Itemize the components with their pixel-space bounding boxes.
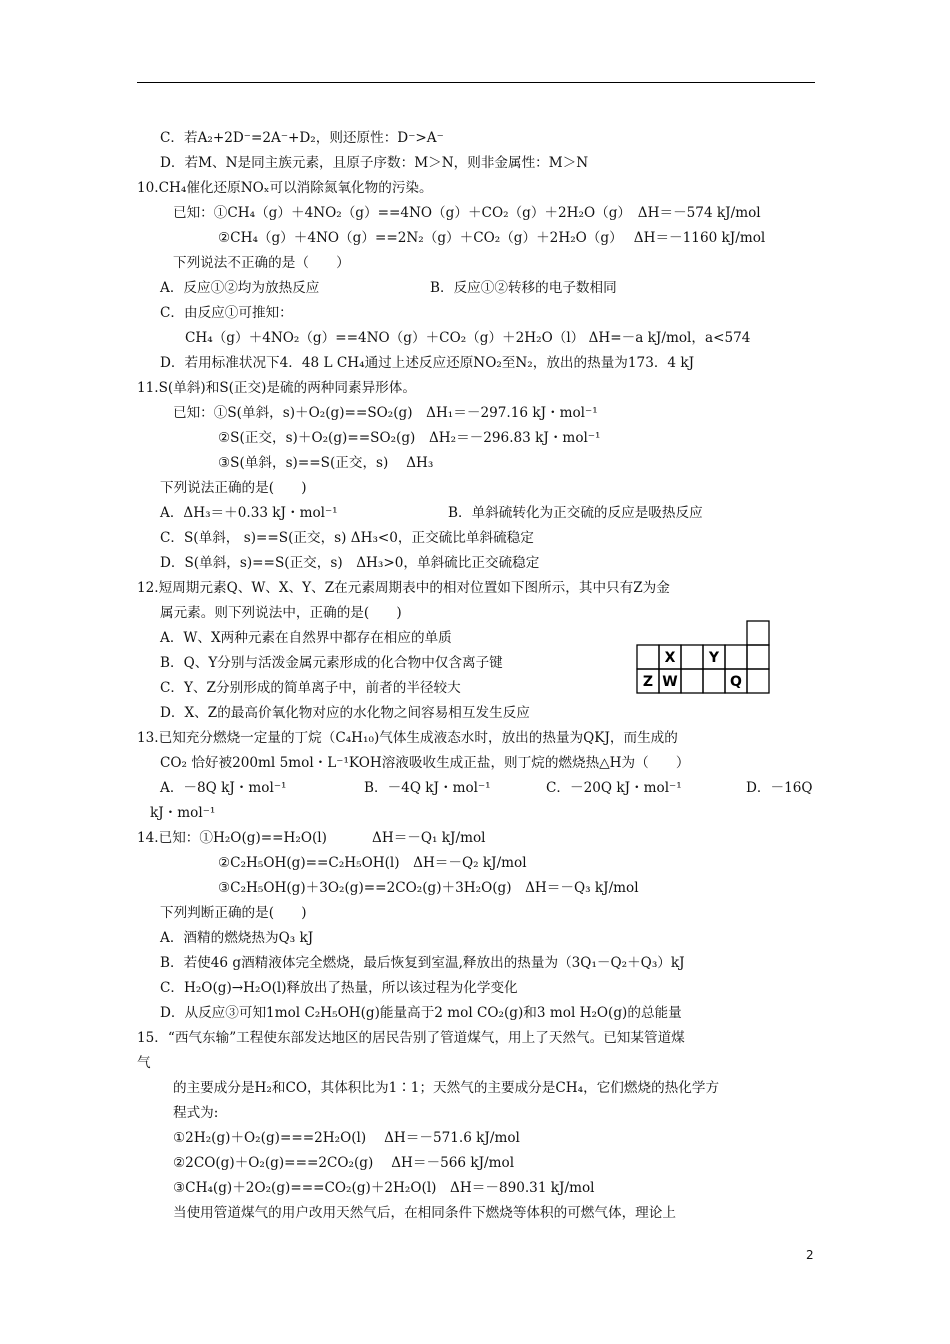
option-b: B．单斜硫转化为正交硫的反应是吸热反应 [448, 505, 703, 521]
question-13: 13.已知充分燃烧一定量的丁烷（C₄H₁₀)气体生成液态水时，放出的热量为QKJ，而生成的 [137, 730, 678, 746]
option-c: C．由反应①可推知： [160, 305, 293, 321]
text-line: 已知：①CH₄（g）＋4NO₂（g）==4NO（g）＋CO₂（g）＋2H₂O（g） ΔH＝－574 kJ/mol [173, 205, 761, 221]
option-a: A．ΔH₃＝＋0.33 kJ・mol⁻¹ [160, 505, 338, 521]
text-line: kJ・mol⁻¹ [150, 805, 216, 821]
text-line: ②2CO(g)＋O₂(g)===2CO₂(g) ΔH＝－566 kJ/mol [173, 1155, 515, 1171]
grid-cell-y: Y [708, 650, 720, 666]
question-12: 12.短周期元素Q、W、X、Y、Z在元素周期表中的相对位置如下图所示，其中只有Z为金 [137, 580, 670, 596]
text-line: 下列判断正确的是( ) [160, 905, 307, 921]
question-14: 14.已知：①H₂O(g)==H₂O(l) ΔH＝－Q₁ kJ/mol [137, 830, 486, 846]
question-10: 10.CH₄催化还原NOₓ可以消除氮氧化物的污染。 [137, 180, 433, 196]
text-line: ②C₂H₅OH(g)==C₂H₅OH(l) ΔH＝－Q₂ kJ/mol [218, 855, 527, 871]
option-d: D．从反应③可知1mol C₂H₅OH(g)能量高于2 mol CO₂(g)和3 mol H₂O(g)的总能量 [160, 1005, 682, 1021]
question-11: 11.S(单斜)和S(正交)是硫的两种同素异形体。 [137, 380, 416, 396]
text-line: 当使用管道煤气的用户改用天然气后，在相同条件下燃烧等体积的可燃气体，理论上 [173, 1205, 676, 1221]
option-b: B．Q、Y分别与活泼金属元素形成的化合物中仅含离子键 [160, 655, 503, 671]
text-line: ②CH₄（g）＋4NO（g）==2N₂（g）＋CO₂（g）＋2H₂O（g） ΔH＝－1160 kJ/mol [218, 230, 766, 246]
option-d: D．－16Q [746, 780, 813, 796]
text-line: ③S(单斜，s)==S(正交，s) ΔH₃ [218, 455, 434, 471]
text-line: 已知：①S(单斜，s)＋O₂(g)==SO₂(g) ΔH₁＝－297.16 kJ・mol⁻¹ [173, 405, 598, 421]
header-rule [137, 82, 815, 83]
option-d: D．X、Z的最高价氧化物对应的水化物之间容易相互发生反应 [160, 705, 530, 721]
periodic-table-figure [636, 620, 772, 698]
page-number: 2 [806, 1248, 814, 1262]
text-line: ③C₂H₅OH(g)＋3O₂(g)==2CO₂(g)＋3H₂O(g) ΔH＝－Q₃ kJ/mol [218, 880, 639, 896]
option-a: A．酒精的燃烧热为Q₃ kJ [160, 930, 314, 946]
option-c: C．Y、Z分别形成的简单离子中，前者的半径较大 [160, 680, 461, 696]
text-line: 下列说法正确的是( ) [160, 480, 307, 496]
text-line: C．若A₂+2D⁻=2A⁻+D₂，则还原性：D⁻>A⁻ [160, 130, 444, 146]
text-line: ②S(正交，s)＋O₂(g)==SO₂(g) ΔH₂＝－296.83 kJ・mol⁻¹ [218, 430, 601, 446]
option-a: A．－8Q kJ・mol⁻¹ [160, 780, 287, 796]
text-line: 气 [137, 1055, 151, 1071]
grid-cell-x: X [664, 650, 676, 666]
option-b: B．反应①②转移的电子数相同 [430, 280, 617, 296]
option-c: C．－20Q kJ・mol⁻¹ [546, 780, 682, 796]
text-line: 的主要成分是H₂和CO，其体积比为1∶1；天然气的主要成分是CH₄，它们燃烧的热化学方 [173, 1080, 720, 1096]
option-d: D．若用标准状况下4．48 L CH₄通过上述反应还原NO₂至N₂，放出的热量为173．4 kJ [160, 355, 695, 371]
question-15: 15．“西气东输”工程使东部发达地区的居民告别了管道煤气，用上了天然气。已知某管道煤 [137, 1030, 685, 1046]
option-b: B．－4Q kJ・mol⁻¹ [364, 780, 491, 796]
option-c: C．S(单斜， s)==S(正交，s) ΔH₃<0，正交硫比单斜硫稳定 [160, 530, 534, 546]
option-d: D．S(单斜，s)==S(正交，s) ΔH₃>0，单斜硫比正交硫稳定 [160, 555, 540, 571]
text-line: ①2H₂(g)＋O₂(g)===2H₂O(l) ΔH＝－571.6 kJ/mol [173, 1130, 520, 1146]
grid-cell-w: W [662, 674, 678, 690]
option-c: C．H₂O(g)→H₂O(l)释放出了热量，所以该过程为化学变化 [160, 980, 518, 996]
text-line: CH₄（g）＋4NO₂（g）==4NO（g）＋CO₂（g）＋2H₂O（l） ΔH=－a kJ/mol，a<574 [185, 330, 751, 346]
grid-cell-z: Z [642, 674, 654, 690]
text-line: 属元素。则下列说法中，正确的是( ) [160, 605, 402, 621]
text-line: D．若M、N是同主族元素，且原子序数：M＞N，则非金属性：M＞N [160, 155, 589, 171]
option-a: A．W、X两种元素在自然界中都存在相应的单质 [160, 630, 452, 646]
option-a: A．反应①②均为放热反应 [160, 280, 320, 296]
text-line: CO₂ 恰好被200ml 5mol・L⁻¹KOH溶液吸收生成正盐，则丁烷的燃烧热△H为（ ） [160, 755, 690, 771]
text-line: 程式为: [173, 1105, 219, 1121]
text-line: 下列说法不正确的是（ ） [173, 255, 350, 271]
text-line: ③CH₄(g)＋2O₂(g)===CO₂(g)＋2H₂O(l) ΔH＝－890.31 kJ/mol [173, 1180, 595, 1196]
grid-cell-q: Q [730, 674, 742, 690]
option-b: B．若使46 g酒精液体完全燃烧，最后恢复到室温,释放出的热量为（3Q₁－Q₂＋Q₃）kJ [160, 955, 685, 971]
